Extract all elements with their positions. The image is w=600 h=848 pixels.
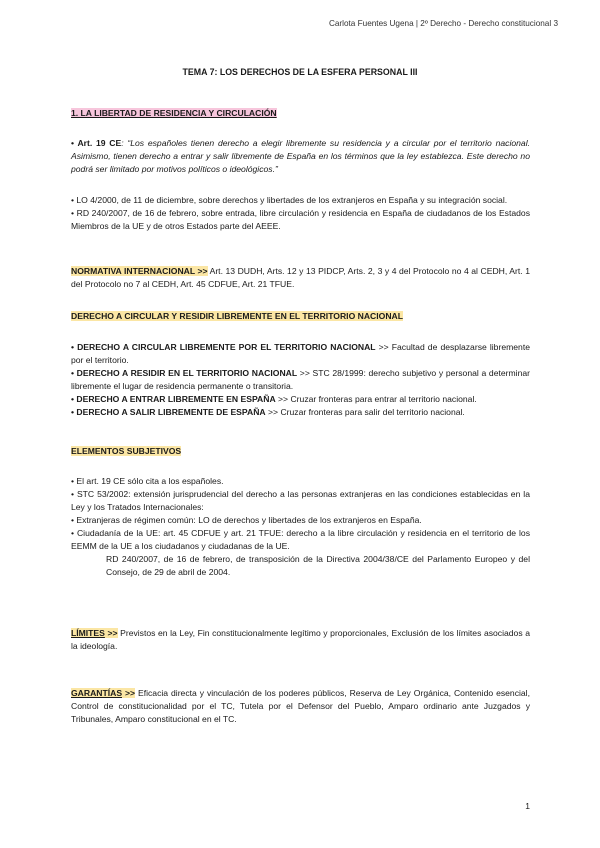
- limites: LÍMITES >> Previstos en la Ley, Fin constitucionalmente legítimo y proporcionales, Exclusión de los límites asociados a la ideología.: [71, 628, 530, 651]
- list-item: • DERECHO A ENTRAR LIBREMENTE EN ESPAÑA >> Cruzar fronteras para entrar al territorio nacional.: [71, 394, 477, 404]
- list-item: • DERECHO A RESIDIR EN EL TERRITORIO NACIONAL >> STC 28/1999: derecho subjetivo y personal a determinar libremente el lugar de residencia permanente o transitoria.: [71, 368, 531, 391]
- page-number: 1: [525, 801, 530, 811]
- derecho-circular-heading: DERECHO A CIRCULAR Y RESIDIR LIBREMENTE EN EL TERRITORIO NACIONAL: [71, 311, 403, 321]
- law-item: • LO 4/2000, de 11 de diciembre, sobre derechos y libertades de los extranjeros en España y su integración social.: [71, 195, 508, 205]
- elementos-heading: ELEMENTOS SUBJETIVOS: [71, 446, 182, 456]
- normativa-internacional: NORMATIVA INTERNACIONAL >> Art. 13 DUDH, Arts. 12 y 13 PIDCP, Arts. 2, 3 y 4 del Protocolo no 4 al CEDH, Art. 1 del Protocolo no 7 al CEDH, Art. 45 CDFUE, Art. 21 TFUE.: [71, 266, 530, 289]
- page-header: Carlota Fuentes Ugena | 2º Derecho - Derecho constitucional 3: [328, 19, 558, 28]
- page-title: TEMA 7: LOS DERECHOS DE LA ESFERA PERSONAL III: [182, 67, 418, 77]
- list-item: • Extranjeras de régimen común: LO de derechos y libertades de los extranjeros en España.: [71, 515, 422, 525]
- list-item: • DERECHO A CIRCULAR LIBREMENTE POR EL TERRITORIO NACIONAL >> Facultad de desplazarse libremente por el territorio.: [71, 342, 530, 365]
- garantias: GARANTÍAS >> Eficacia directa y vinculación de los poderes públicos, Reserva de Ley Orgánica, Contenido esencial, Control de constitucionalidad por el TC, Tutela por el Defensor del Pueblo, Amparo ordinario ante Juzgados y Tribunales, Amparo constitucional en el TC.: [71, 688, 530, 724]
- laws-list: [71, 194, 530, 233]
- elementos-list: [71, 475, 530, 579]
- list-item-indented: RD 240/2007, de 16 de febrero, de transposición de la Directiva 2004/38/CE del Parlamento Europeo y del Consejo, de 29 de abril de 2004.: [106, 554, 530, 577]
- law-item: • RD 240/2007, de 16 de febrero, sobre entrada, libre circulación y residencia en España de ciudadanos de los Estados Miembros de la UE y de otros Estados parte del AEEE.: [71, 208, 530, 231]
- list-item: • Ciudadanía de la UE: art. 45 CDFUE y art. 21 TFUE: derecho a la libre circulación y residencia en el territorio de los EEMM de la UE a los ciudadanos y ciudadanas de la UE.: [71, 528, 530, 551]
- art19-quote: • Art. 19 CE: “Los españoles tienen derecho a elegir libremente su residencia y a circular por el territorio nacional. Asimismo, tienen derecho a entrar y salir libremente de España en los términos que la ley establezca. Este derecho no podrá ser limitado por motivos políticos o ideológicos.”: [71, 138, 530, 174]
- list-item: • STC 53/2002: extensión jurisprudencial del derecho a las personas extranjeras en las condiciones establecidas en la Ley y los Tratados Internacionales:: [71, 489, 530, 512]
- list-item: • DERECHO A SALIR LIBREMENTE DE ESPAÑA >> Cruzar fronteras para salir del territorio nacional.: [71, 407, 465, 417]
- section1-heading: 1. LA LIBERTAD DE RESIDENCIA Y CIRCULACIÓN: [71, 108, 277, 118]
- derecho-circular-list: [71, 341, 530, 419]
- list-item: • El art. 19 CE sólo cita a los españoles.: [71, 476, 224, 486]
